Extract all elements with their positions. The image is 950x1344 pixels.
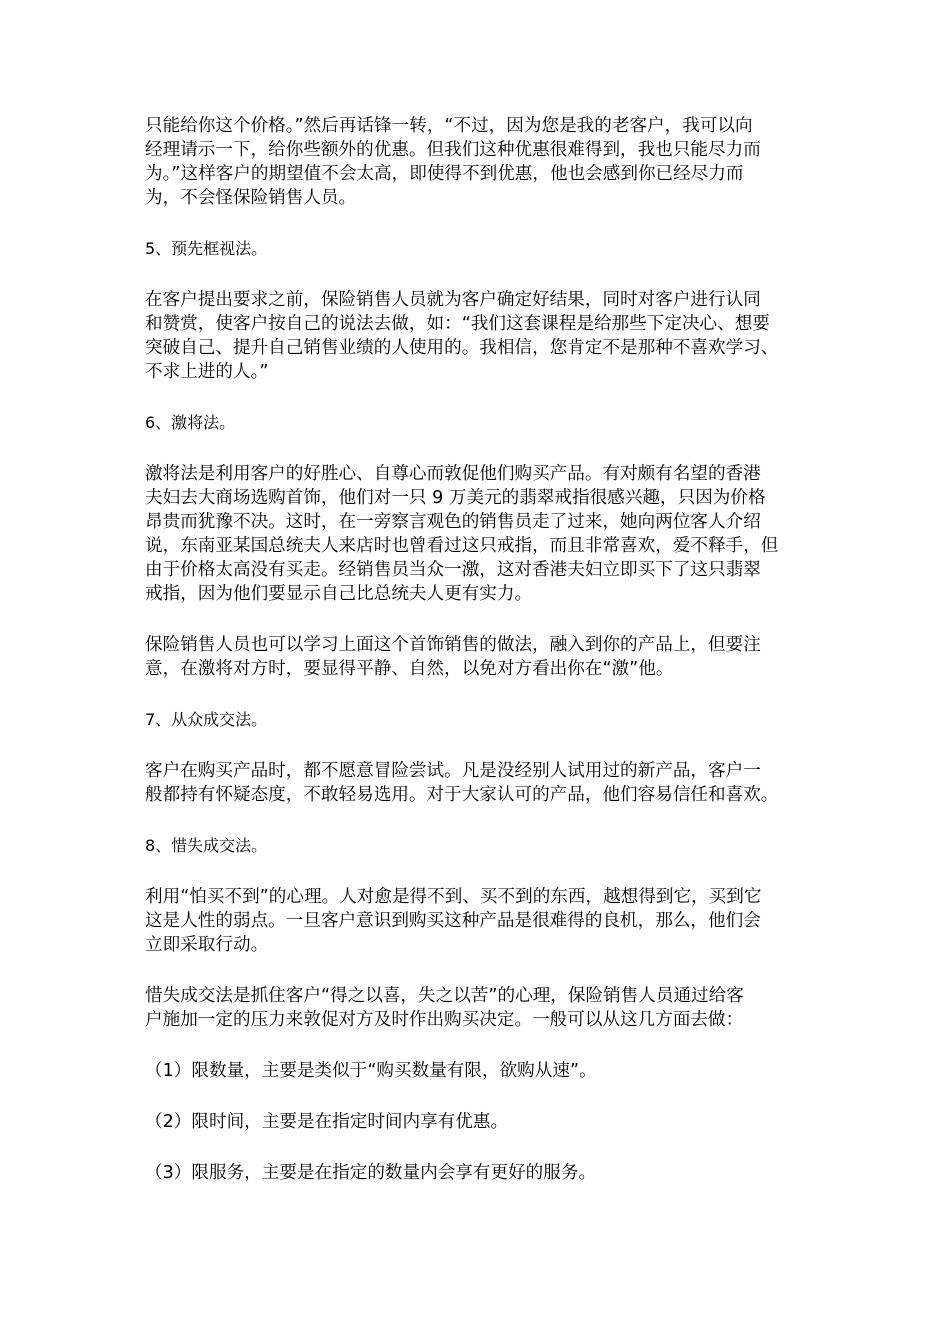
text-line: 夫妇去大商场选购首饰，他们对一只 9 万美元的翡翠戒指很感兴趣，只因为价格 (145, 488, 766, 508)
text-line: 意，在激将对方时，要显得平静、自然，以免对方看出你在“激”他。 (145, 659, 674, 679)
text-line: 激将法是利用客户的好胜心、自尊心而敦促他们购买产品。有对颇有名望的香港 (145, 464, 761, 484)
paragraph-price-explanation (145, 114, 815, 210)
text-line: 说，东南亚某国总统夫人来店时也曾看过这只戒指，而且非常喜欢，爱不释手，但 (145, 536, 779, 556)
text-line: 惜失成交法是抓住客户“得之以喜，失之以苦”的心理，保险销售人员通过给客 (145, 986, 744, 1006)
text-line: 经理请示一下，给你些额外的优惠。但我们这种优惠很难得到，我也只能尽力而 (145, 140, 761, 160)
text-line: 客户在购买产品时，都不愿意冒险尝试。凡是没经别人试用过的新产品，客户一 (145, 761, 761, 781)
text-line: 在客户提出要求之前，保险销售人员就为客户确定好结果，同时对客户进行认同 (145, 290, 761, 310)
text-line: 般都持有怀疑态度，不敢轻易选用。对于大家认可的产品，他们容易信任和喜欢。 (145, 785, 779, 805)
list-item-limit-time (145, 1110, 815, 1134)
section-heading-7 (145, 708, 815, 732)
section-heading-5 (145, 237, 815, 261)
paragraph-scarcity-psychology (145, 885, 815, 957)
text-line: 昂贵而犹豫不决。这时，在一旁察言观色的销售员走了过来，她向两位客人介绍 (145, 512, 761, 532)
list-item-limit-service (145, 1161, 815, 1185)
text-line: 只能给你这个价格。”然后再话锋一转，“不过，因为您是我的老客户，我可以向 (145, 116, 753, 136)
text-line: 和赞赏，使客户按自己的说法去做，如：“我们这套课程是给那些下定决心、想要 (145, 314, 770, 334)
text-line: 由于价格太高没有买走。经销售员当众一激，这对香港夫妇立即买下了这只翡翠 (145, 560, 761, 580)
text-line: 不求上进的人。” (145, 362, 269, 382)
list-item-text: （1）限数量，主要是类似于“购买数量有限，欲购从速”。 (145, 1061, 597, 1081)
paragraph-preframing (145, 288, 815, 384)
paragraph-provocation-advice (145, 633, 815, 681)
paragraph-herd-closing (145, 759, 815, 807)
text-line: 突破自己、提升自己销售业绩的人使用的。我相信，您肯定不是那种不喜欢学习、 (145, 338, 779, 358)
list-item-text: （3）限服务，主要是在指定的数量内会享有更好的服务。 (145, 1163, 597, 1183)
text-line: 为。”这样客户的期望值不会太高，即使得不到优惠，他也会感到你已经尽力而 (145, 164, 744, 184)
paragraph-provocation-story (145, 462, 815, 606)
heading-text: 5、预先框视法。 (145, 239, 268, 258)
text-line: 户施加一定的压力来敦促对方及时作出购买决定。一般可以从这几方面去做： (145, 1010, 744, 1030)
text-line: 保险销售人员也可以学习上面这个首饰销售的做法，融入到你的产品上，但要注 (145, 635, 761, 655)
section-heading-8 (145, 834, 815, 858)
heading-text: 7、从众成交法。 (145, 710, 268, 729)
text-line: 这是人性的弱点。一旦客户意识到购买这种产品是很难得的良机，那么，他们会 (145, 911, 761, 931)
section-heading-6 (145, 411, 815, 435)
text-line: 为，不会怪保险销售人员。 (145, 188, 357, 208)
text-line: 戒指，因为他们要显示自己比总统夫人更有实力。 (145, 584, 533, 604)
text-line: 利用“怕买不到”的心理。人对愈是得不到、买不到的东西，越想得到它，买到它 (145, 887, 762, 907)
text-line: 立即采取行动。 (145, 935, 269, 955)
heading-text: 6、激将法。 (145, 413, 236, 432)
heading-text: 8、惜失成交法。 (145, 836, 268, 855)
list-item-text: （2）限时间，主要是在指定时间内享有优惠。 (145, 1112, 509, 1132)
document-page (145, 114, 815, 1212)
list-item-limit-quantity (145, 1059, 815, 1083)
paragraph-scarcity-method (145, 984, 815, 1032)
